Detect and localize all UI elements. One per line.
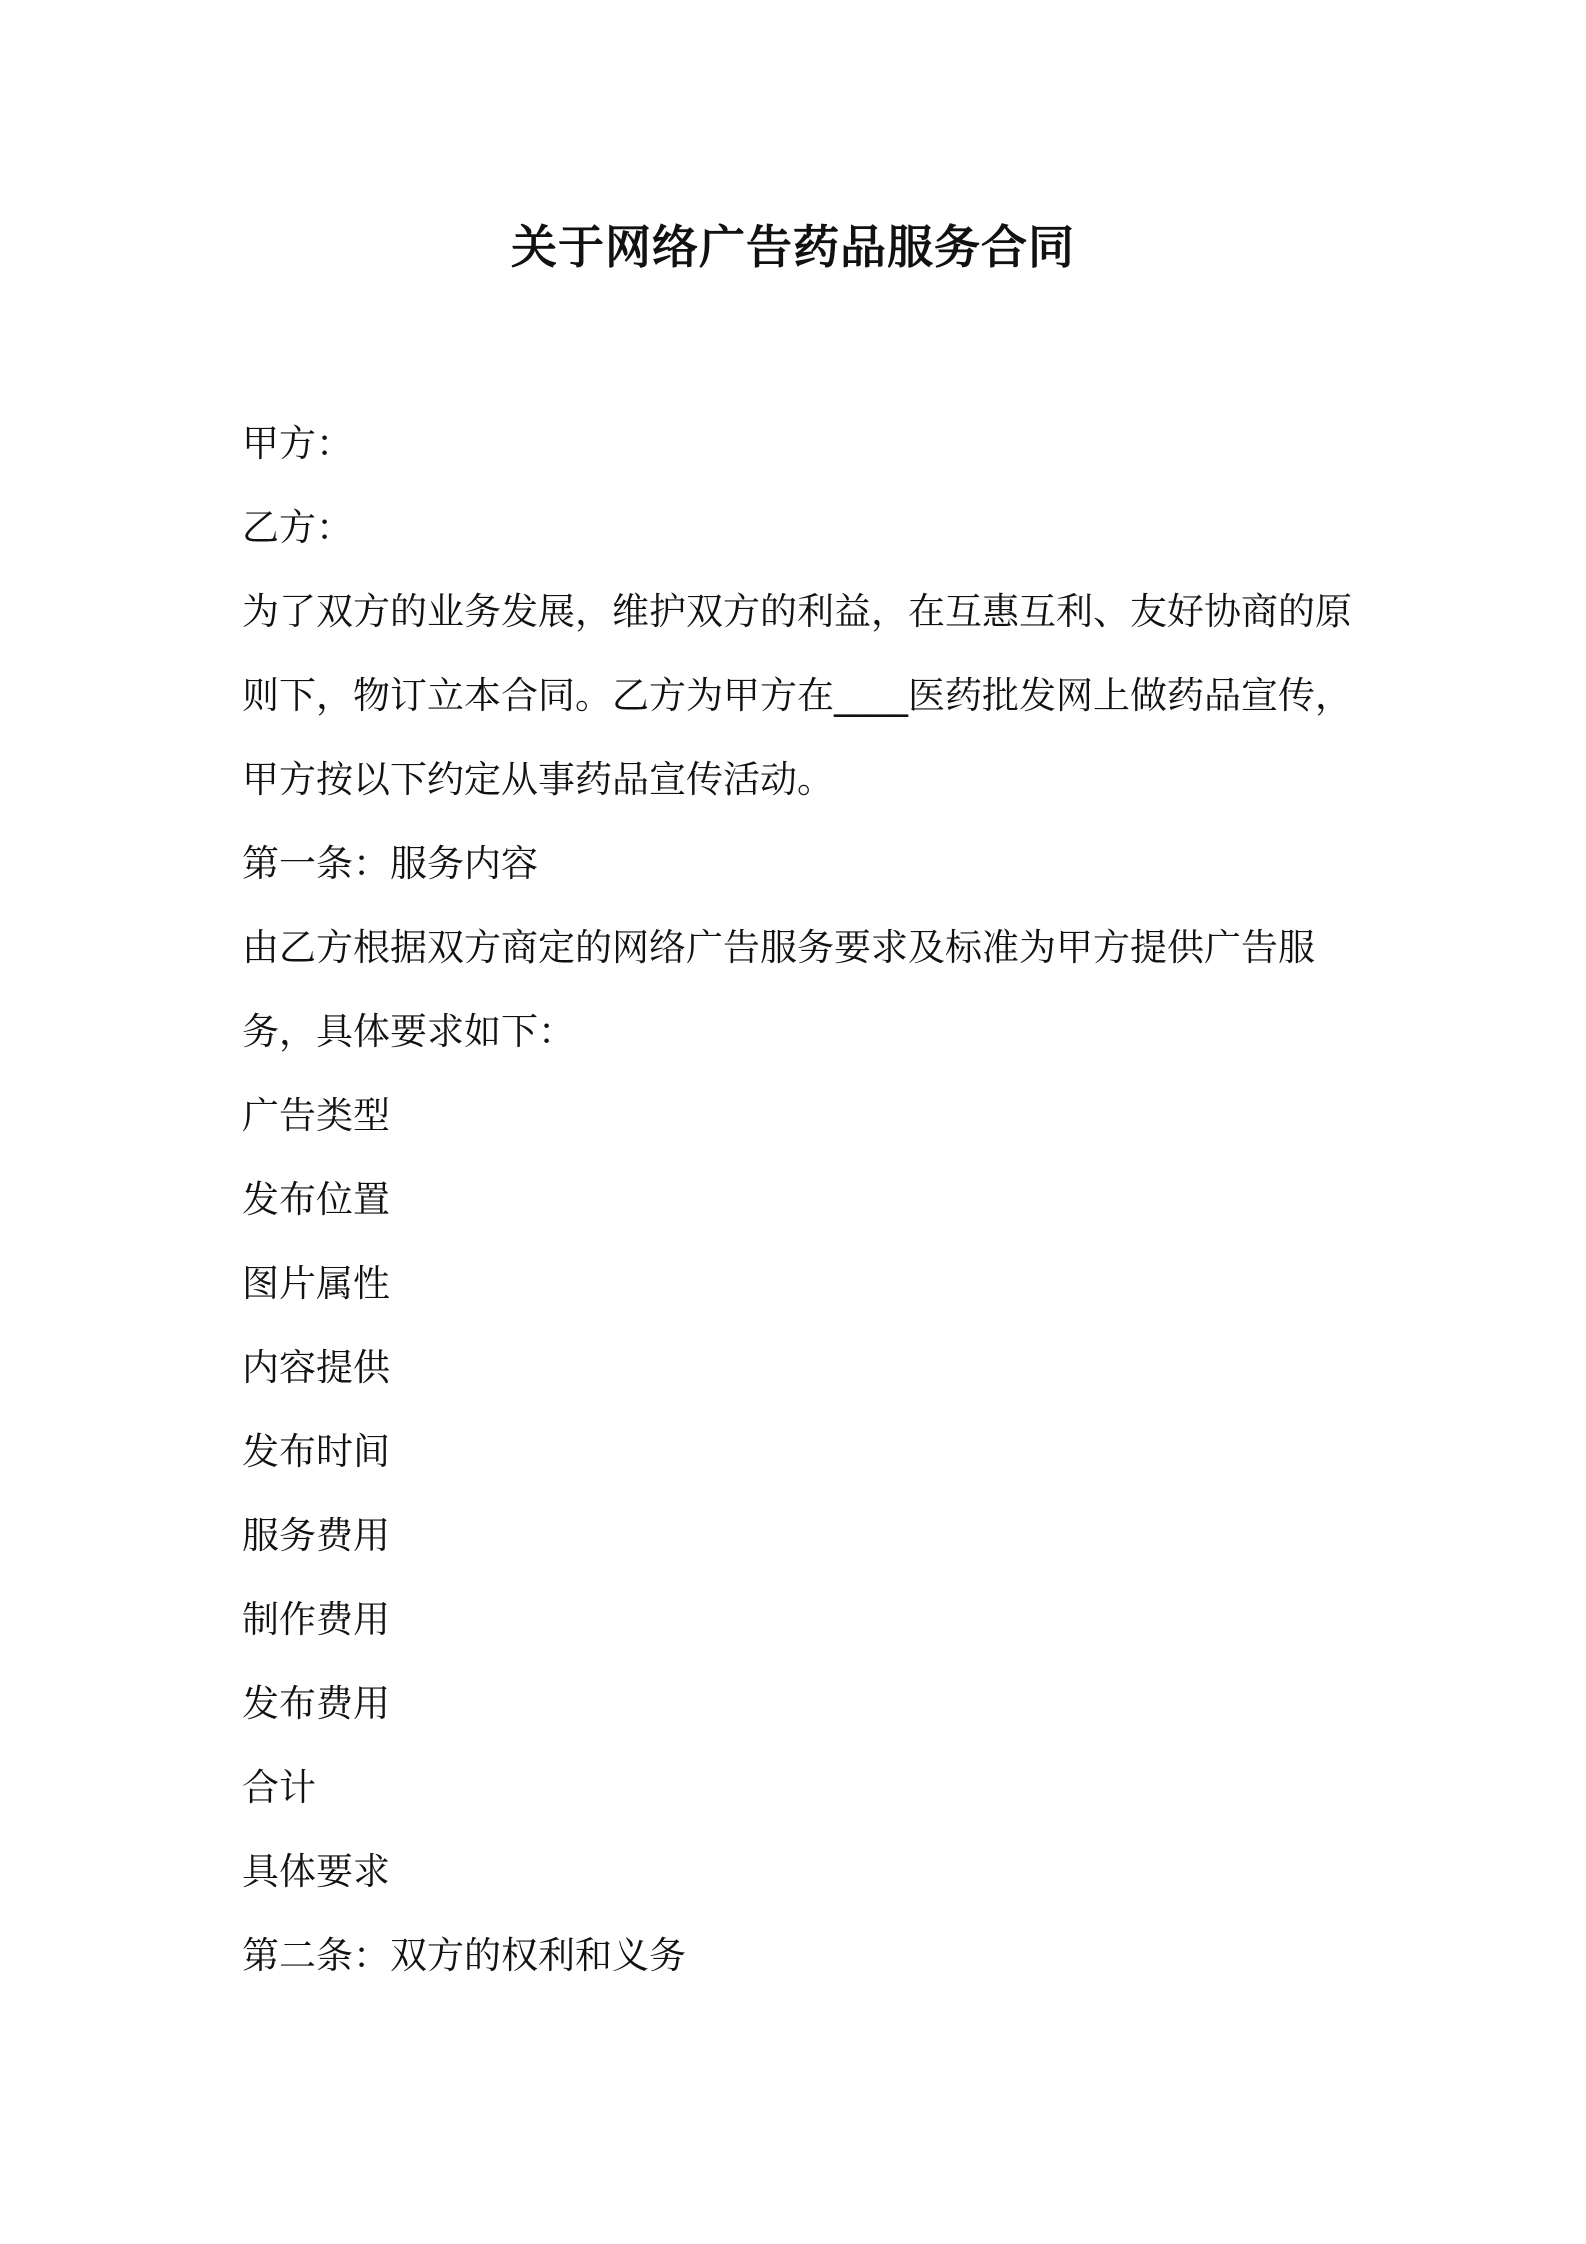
item-production-fee: 制作费用	[242, 1598, 390, 1641]
item-image-attributes: 图片属性	[242, 1262, 390, 1305]
party-b-line: 乙方：	[242, 506, 353, 549]
article-2-heading: 第二条：双方的权利和义务	[242, 1934, 686, 1977]
service-desc-line-1: 由乙方根据双方商定的网络广告服务要求及标准为甲方提供广告服	[242, 926, 1315, 969]
item-publish-position: 发布位置	[242, 1178, 390, 1221]
service-desc-line-2: 务，具体要求如下：	[242, 1010, 575, 1053]
item-publish-fee: 发布费用	[242, 1682, 390, 1725]
document-title: 关于网络广告药品服务合同	[511, 220, 1075, 274]
intro-line-3: 甲方按以下约定从事药品宣传活动。	[242, 758, 834, 801]
intro-line-1: 为了双方的业务发展，维护双方的利益，在互惠互利、友好协商的原	[242, 590, 1352, 633]
item-ad-type: 广告类型	[242, 1094, 390, 1137]
intro-line-2: 则下，物订立本合同。乙方为甲方在____医药批发网上做药品宣传，	[242, 674, 1352, 717]
document-body	[242, 402, 1362, 1998]
item-service-fee: 服务费用	[242, 1514, 390, 1557]
item-publish-time: 发布时间	[242, 1430, 390, 1473]
item-specific-requirements: 具体要求	[242, 1850, 390, 1893]
party-a-line: 甲方：	[242, 422, 353, 465]
item-content-provider: 内容提供	[242, 1346, 390, 1389]
item-total: 合计	[242, 1766, 316, 1809]
article-1-heading: 第一条：服务内容	[242, 842, 538, 885]
